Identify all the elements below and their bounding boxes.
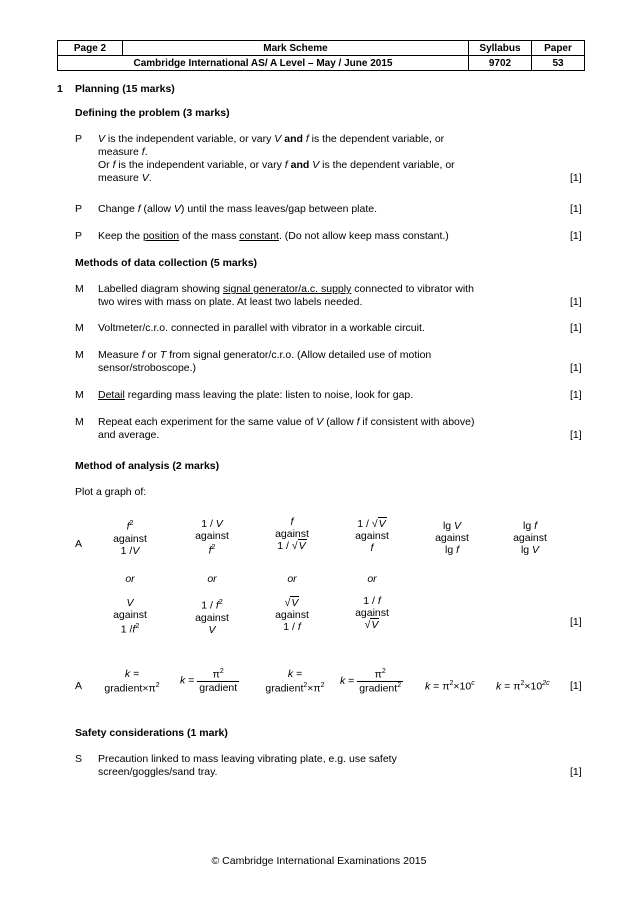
m3-text: Measure f or T from signal generator/c.r.o. (Allow detailed use of motion sensor/stroboscope.) — [98, 349, 432, 374]
option-sqrt-v-vs-1-over-f: √V against 1 / f — [275, 597, 309, 633]
m4-mark: [1] — [570, 389, 582, 401]
m1-mark: [1] — [570, 296, 582, 308]
option-1-over-sqrt-v-vs-f: 1 / √V against f — [355, 518, 389, 554]
section-safety-heading: Safety considerations (1 mark) — [75, 727, 228, 739]
expr-k-pi2-over-gradient: k = $\frac{\pi^2}{\text{gradient}}$ — [180, 668, 238, 694]
question-title: Planning (15 marks) — [75, 83, 175, 95]
plot-instruction: Plot a graph of: — [75, 486, 147, 498]
footer-copyright: © Cambridge International Examinations 2015 — [211, 855, 427, 867]
option-lgf-vs-lgv: lg f against lg V — [513, 520, 547, 556]
analysis-a2-tag: A — [75, 680, 83, 692]
p3-mark: [1] — [570, 230, 582, 242]
p3-tag: P — [75, 230, 83, 242]
m2-mark: [1] — [570, 322, 582, 334]
header-table — [57, 40, 585, 71]
m5-text: Repeat each experiment for the same value of V (allow f if consistent with above) and average. — [98, 416, 475, 441]
question-number: 1 — [57, 83, 63, 95]
header-paper-code: 53 — [532, 56, 585, 71]
or-label-1: or — [125, 573, 135, 585]
p1-tag: P — [75, 133, 83, 145]
header-title: Mark Scheme — [123, 41, 469, 56]
m1-text: Labelled diagram showing signal generator/a.c. supply connected to vibrator with two wires with mass on plate. At least two labels needed. — [98, 283, 474, 308]
s1-tag: S — [75, 753, 83, 765]
section-methods-heading: Methods of data collection (5 marks) — [75, 257, 258, 269]
m3-tag: M — [75, 349, 84, 361]
p2-text: Change f (allow V) until the mass leaves/gap between plate. — [98, 203, 378, 215]
expr-k-pi2-over-gradient2: k = $\frac{\pi^2}{gradient^2}$ — [340, 668, 402, 694]
section-defining-heading: Defining the problem (3 marks) — [75, 107, 230, 119]
header-syllabus-code: 9702 — [469, 56, 532, 71]
option-v-vs-1-over-f2: V against 1 $/f^2$ — [113, 597, 147, 636]
m2-text: Voltmeter/c.r.o. connected in parallel with vibrator in a workable circuit. — [98, 322, 425, 334]
option-lgv-vs-lgf: lg V against lg f — [435, 520, 469, 556]
analysis-a1-tag: A — [75, 538, 83, 550]
analysis-a1-mark: [1] — [570, 616, 582, 628]
p1-mark: [1] — [570, 172, 582, 184]
m2-tag: M — [75, 322, 84, 334]
s1-mark: [1] — [570, 766, 582, 778]
header-syllabus-label: Syllabus — [469, 41, 532, 56]
or-label-3: or — [287, 573, 297, 585]
option-f-vs-1-over-sqrt-v: f against 1 / √V — [275, 516, 309, 552]
option-1-over-f-vs-sqrt-v: 1 / f against √V — [355, 595, 389, 631]
s1-text: Precaution linked to mass leaving vibrating plate, e.g. use safety screen/goggles/sand tray. — [98, 753, 397, 778]
header-subtitle: Cambridge International AS/ A Level – May / June 2015 — [58, 56, 469, 71]
p1-text: V is the independent variable, or vary V and f is the dependent variable, or measure f. Or f is the independent variable, or vary f and V is the dependent variable, or measure V. — [98, 133, 455, 184]
option-1-over-f2-vs-v: $1 / f^2$ against V — [195, 599, 229, 636]
p2-tag: P — [75, 203, 83, 215]
m5-tag: M — [75, 416, 84, 428]
m4-tag: M — [75, 389, 84, 401]
expr-k-gradient-times-pi2: k = $gradient\times\pi^2$ — [104, 668, 160, 695]
header-page: Page 2 — [58, 41, 123, 56]
section-analysis-heading: Method of analysis (2 marks) — [75, 460, 220, 472]
header-paper-label: Paper — [532, 41, 585, 56]
or-label-4: or — [367, 573, 377, 585]
option-1-over-v-vs-f2: 1 / V against $f^2$ — [195, 518, 229, 557]
m3-mark: [1] — [570, 362, 582, 374]
option-f2-vs-1-over-v: $f^2$ against 1 /V — [113, 520, 147, 557]
m5-mark: [1] — [570, 429, 582, 441]
m4-text: Detail regarding mass leaving the plate: listen to noise, look for gap. — [98, 389, 414, 401]
expr-k-gradient2-times-pi2: k = $gradient^2\times\pi^2$ — [265, 668, 325, 695]
m1-tag: M — [75, 283, 84, 295]
expr-k-pi2-10-2c: $k = \pi^2\times 10^{2c}$ — [496, 680, 550, 693]
p3-text: Keep the position of the mass constant. (Do not allow keep mass constant.) — [98, 230, 449, 242]
p2-mark: [1] — [570, 203, 582, 215]
expr-k-pi2-10c: $k = \pi^2\times 10^c$ — [425, 680, 475, 693]
analysis-a2-mark: [1] — [570, 680, 582, 692]
or-label-2: or — [207, 573, 217, 585]
